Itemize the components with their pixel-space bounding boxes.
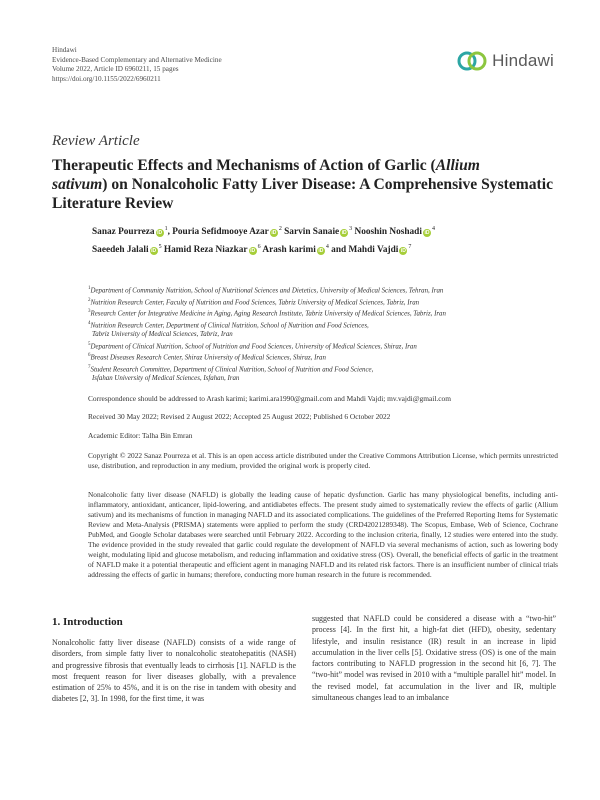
publication-dates: Received 30 May 2022; Revised 2 August 2022; Accepted 25 August 2022; Published 6 October 2022 [88,412,391,421]
journal-name: Evidence-Based Complementary and Alternative Medicine [52,55,222,64]
article-type: Review Article [52,133,140,149]
intro-column-left: Nonalcoholic fatty liver disease (NAFLD) consists of a wide range of disorders, from simple fatty liver to nonalcoholic steatohepatitis (NASH) and progressive fibrosis that eventually leads to cirrhosis [1]. NAFLD is the most frequent reason for liver diseases globally, with a prevalence estimation of 25% to 45%, and it is on the rise in tandem with obesity and diabetes [2, 3]. In 1998, for the first time, it was [52,638,296,704]
author[interactable]: Nooshin Noshadi $iD^4$ [354,226,435,238]
orcid-icon[interactable]: iD [151,247,157,254]
author-list: Sanaz Pourreza $iD^1$, Pouria Sefidmooye Azar $iD^2$ Sarvin Sanaie $iD^3$ Nooshin Noshadi $iD^4$ Saeedeh Jalali $iD^5$ Hamid Reza Niazkar $iD^6$ Arash karimi $iD^4$ and Mahdi Vajdi $iD^7$ [92,226,435,255]
author[interactable]: Pouria Sefidmooye Azar $iD^2$ [172,226,282,238]
correspondence: Correspondence should be addressed to Arash karimi; karimi.ara1990@gmail.com and Mahdi Vajdi; mv.vajdi@gmail.com [88,394,451,403]
author[interactable]: Hamid Reza Niazkar $iD^6$ [163,243,261,255]
affiliation: $^5$Department of Clinical Nutrition, School of Nutrition and Food Sciences, University of Medical Sciences, Shiraz, Iran [88,341,417,350]
author[interactable]: Arash karimi $iD^4$ [262,243,329,255]
orcid-icon[interactable]: iD [341,230,347,237]
orcid-icon[interactable]: iD [157,230,163,237]
logo-wordmark: Hindawi [492,51,554,70]
affiliation: $^1$Department of Community Nutrition, School of Nutritional Sciences and Dietetics, University of Medical Sciences, Tehran, Iran [88,286,444,295]
section-heading: 1. Introduction [52,616,123,628]
orcid-icon[interactable]: iD [271,230,277,237]
affiliation: $^3$Research Center for Integrative Medicine in Aging, Aging Research Institute, Tabriz University of Medical Sciences, Tabriz, Iran [88,309,446,318]
article-title [52,157,557,213]
orcid-icon[interactable]: iD [250,247,256,254]
copyright-notice: Copyright © 2022 Sanaz Pourreza et al. This is an open access article distributed under the Creative Commons Attribution License, which permits unrestricted use, distribution, and reproduction in any medium, provided the original work is properly cited. [88,451,558,471]
abstract: Nonalcoholic fatty liver disease (NAFLD) is globally the leading cause of hepatic dysfunction. Garlic has many physiological benefits, including anti-inflammatory, antioxidant, anticancer, lipid-lowering, and antidiabetes effects. The present study aimed to systematically review the effects of garlic (Allium sativum) and its mechanisms of function in managing NAFLD and its associated complications. The guidelines of the Preferred Reporting Items for Systematic Review and Meta-Analysis (PRISMA) statements were applied to perform the study (CRD42021289348). The Scopus, Embase, Web of Science, Cochrane PubMed, and Google Scholar databases were searched until February 2022. According to the inclusion criteria, finally, 12 studies were entered into the study. The evidence provided in the study revealed that garlic could regulate the development of NAFLD via several mechanisms of action, such as lowering body weight, modulating lipid and glucose metabolism, and reducing inflammation and oxidative stress (OS). Overall, the beneficial effects of garlic in the treatment of NAFLD make it a potential therapeutic and efficient agent in managing NAFLD and its related risk factors. There is an insufficient number of clinical trials addressing the effects of garlic in humans; therefore, conducting more human research in the future is recommended. [88,490,558,580]
affiliation: $^4$Nutrition Research Center, Department of Clinical Nutrition, School of Nutrition and Food Sciences, Tabriz University of Medical Sciences, Tabriz, Iran [88,320,369,339]
doi-link[interactable]: https://doi.org/10.1155/2022/6960211 [52,74,161,83]
affiliation-list [88,284,568,384]
author[interactable]: Saeedeh Jalali $iD^5$ [92,243,162,255]
journal-header [52,46,222,84]
author[interactable]: Sanaz Pourreza $iD^1$ [92,226,168,238]
affiliation: $^7$Student Research Committee, Department of Clinical Nutrition, School of Nutrition and Food Science, Isfahan University of Medical Sciences, Isfahan, Iran [88,364,374,383]
hindawi-logo [457,50,554,72]
title-italic-species: sativum [52,175,103,193]
intro-column-right: suggested that NAFLD could be considered a disease with a “two-hit” process [4]. In the first hit, a high-fat diet (HFD), obesity, sedentary lifestyle, and insulin resistance (IR) result in an increase in lipid accumulation in the liver cells [5]. Oxidative stress (OS) is one of the main factors contributing to NAFLD progression in the second hit [6, 7]. The “two-hit” model was revised in 2010 with a “multiple parallel hit” model. In the revised model, fat accumulation in the liver and IR, multiple simultaneous changes lead to an imbalance [312,614,556,702]
publisher-name: Hindawi [52,46,77,54]
orcid-icon[interactable]: iD [318,247,324,254]
author[interactable]: Sarvin Sanaie $iD^3$ [284,226,353,238]
affiliation: $^2$Nutrition Research Center, Faculty of Nutrition and Food Sciences, Tabriz University of Medical Sciences, Tabriz, Iran [88,297,420,306]
affiliation: $^6$Breast Diseases Research Center, Shiraz University of Medical Sciences, Shiraz, Iran [88,353,326,362]
orcid-icon[interactable]: iD [400,247,406,254]
academic-editor: Academic Editor: Talha Bin Emran [88,431,193,440]
title-italic-genus: Allium [435,157,480,174]
volume-line: Volume 2022, Article ID 6960211, 15 pages [52,65,179,74]
author[interactable]: Mahdi Vajdi $iD^7$ [348,243,412,255]
title-part1: Therapeutic Effects and Mechanisms of Action of Garlic ( [52,157,436,174]
orcid-icon[interactable]: iD [424,230,430,237]
title-part2: ) on Nonalcoholic Fatty Liver Disease: A Comprehensive Systematic Literature Review [52,175,553,212]
hindawi-logo-icon [457,50,487,72]
